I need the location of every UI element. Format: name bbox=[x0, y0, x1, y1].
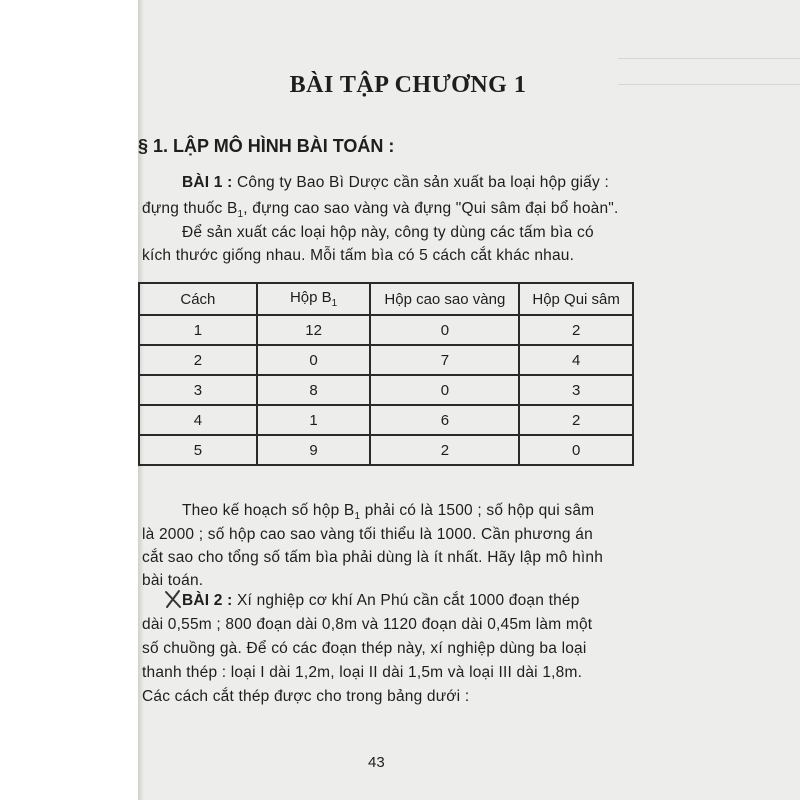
cell-cach: 2 bbox=[139, 345, 257, 375]
book-page bbox=[138, 0, 800, 800]
plan-line1-b: phải có là 1500 ; số hộp qui sâm bbox=[360, 502, 595, 519]
table-row bbox=[139, 315, 633, 345]
header-cach: Cách bbox=[139, 283, 257, 315]
cell-qui: 0 bbox=[519, 435, 633, 465]
show-through-rule bbox=[618, 84, 800, 85]
problem1-line2-a: đựng thuốc B bbox=[142, 200, 238, 217]
cell-cao: 7 bbox=[370, 345, 519, 375]
header-b1-text: Hộp B bbox=[289, 289, 332, 306]
header-b1 bbox=[257, 283, 371, 315]
cell-qui: 2 bbox=[519, 405, 633, 435]
plan-line1-sub: 1 bbox=[354, 511, 361, 523]
cell-cao: 2 bbox=[370, 435, 519, 465]
cell-b1: 8 bbox=[257, 375, 371, 405]
header-qui-sam: Hộp Qui sâm bbox=[519, 283, 633, 315]
cell-qui: 3 bbox=[519, 375, 633, 405]
problem1-line3: Để sản xuất các loại hộp này, công ty dùng các tấm bìa có bbox=[182, 224, 594, 241]
cell-b1: 0 bbox=[257, 345, 371, 375]
problem1-line2 bbox=[142, 200, 619, 220]
problem2-line1 bbox=[182, 592, 580, 610]
problem2-line5: Các cách cắt thép được cho trong bảng dưới : bbox=[142, 688, 470, 705]
plan-line1 bbox=[182, 502, 594, 522]
problem1-line2-b: , đựng cao sao vàng và đựng "Qui sâm đại bổ hoàn". bbox=[243, 200, 619, 217]
cell-cao: 0 bbox=[370, 375, 519, 405]
cell-cach: 5 bbox=[139, 435, 257, 465]
table-row bbox=[139, 345, 633, 375]
problem1-line1 bbox=[182, 174, 609, 192]
cell-b1: 12 bbox=[257, 315, 371, 345]
cell-cao: 0 bbox=[370, 315, 519, 345]
header-b1-sub: 1 bbox=[331, 298, 338, 309]
plan-line4: bài toán. bbox=[142, 572, 204, 589]
problem2-line1-text: Xí nghiệp cơ khí An Phú cần cắt 1000 đoạn thép bbox=[237, 592, 580, 609]
cell-b1: 1 bbox=[257, 405, 371, 435]
cutting-table bbox=[138, 282, 634, 466]
table-row bbox=[139, 435, 633, 465]
problem2-line2: dài 0,55m ; 800 đoạn dài 0,8m và 1120 đoạn dài 0,45m làm một bbox=[142, 616, 593, 633]
header-cao-sao-vang: Hộp cao sao vàng bbox=[370, 283, 519, 315]
table-header-row bbox=[139, 283, 633, 315]
cell-cach: 4 bbox=[139, 405, 257, 435]
problem1-line2-sub: 1 bbox=[237, 209, 244, 221]
cell-qui: 2 bbox=[519, 315, 633, 345]
cell-b1: 9 bbox=[257, 435, 371, 465]
show-through-rule bbox=[618, 58, 800, 59]
problem1-line4: kích thước giống nhau. Mỗi tấm bìa có 5 cách cắt khác nhau. bbox=[142, 247, 575, 264]
cell-qui: 4 bbox=[519, 345, 633, 375]
plan-line1-a: Theo kế hoạch số hộp B bbox=[182, 502, 355, 519]
cell-cach: 3 bbox=[139, 375, 257, 405]
problem1-label: BÀI 1 : bbox=[182, 174, 233, 191]
plan-line2: là 2000 ; số hộp cao sao vàng tối thiểu là 1000. Cần phương án bbox=[142, 526, 593, 543]
table-row bbox=[139, 375, 633, 405]
cell-cach: 1 bbox=[139, 315, 257, 345]
page-number: 43 bbox=[368, 754, 385, 771]
table-row bbox=[139, 405, 633, 435]
chapter-title: BÀI TẬP CHƯƠNG 1 bbox=[289, 72, 527, 98]
section-heading: § 1. LẬP MÔ HÌNH BÀI TOÁN : bbox=[138, 136, 395, 156]
problem2-line4: thanh thép : loại I dài 1,2m, loại II dài 1,5m và loại III dài 1,8m. bbox=[142, 664, 583, 681]
cell-cao: 6 bbox=[370, 405, 519, 435]
problem2-line3: số chuồng gà. Để có các đoạn thép này, xí nghiệp dùng ba loại bbox=[142, 640, 587, 657]
problem1-line1-text: Công ty Bao Bì Dược cần sản xuất ba loại hộp giấy : bbox=[237, 174, 609, 191]
handwritten-x-mark-icon bbox=[164, 589, 182, 609]
problem2-label: BÀI 2 : bbox=[182, 592, 233, 609]
plan-line3: cắt sao cho tổng số tấm bìa phải dùng là ít nhất. Hãy lập mô hình bbox=[142, 549, 604, 566]
